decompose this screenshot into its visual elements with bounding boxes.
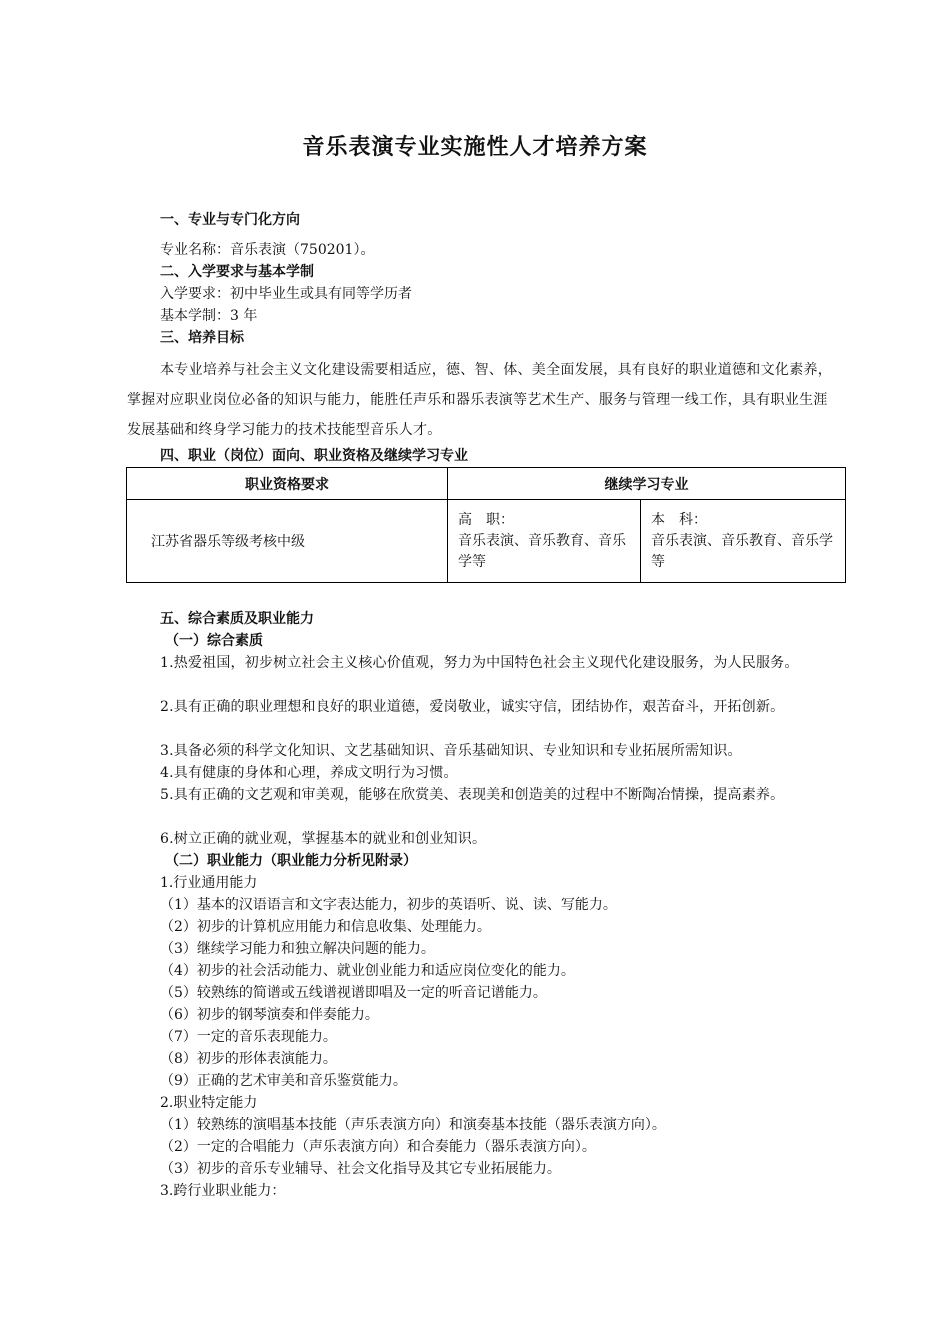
training-goal-paragraph: 本专业培养与社会主义文化建设需要相适应，德、智、体、美全面发展，具有良好的职业道德和文化素养，掌握对应职业岗位必备的知识与能力，能胜任声乐和器乐表演等艺术生产、服务与管理一线工作，具有职业生涯发展基础和终身学习能力的技术技能型音乐人才。 <box>127 362 833 438</box>
section-5-heading: 五、综合素质及职业能力 <box>160 611 314 627</box>
general-ability-item: （5）较熟练的简谱或五线谱视谱即唱及一定的听音记谱能力。 <box>160 985 547 1001</box>
general-ability-item: （1）基本的汉语语言和文字表达能力，初步的英语听、说、读、写能力。 <box>160 897 617 913</box>
general-ability-item: （4）初步的社会活动能力、就业创业能力和适应岗位变化的能力。 <box>160 963 575 979</box>
general-ability-item: （8）初步的形体表演能力。 <box>160 1051 337 1067</box>
subsection-ability-heading: （二）职业能力（职业能力分析见附录） <box>165 853 417 869</box>
quality-item-4: 4.具有健康的身体和心理，养成文明行为习惯。 <box>160 765 458 781</box>
qualification-table <box>126 467 846 583</box>
quality-item-5: 5.具有正确的文艺观和审美观，能够在欣赏美、表现美和创造美的过程中不断陶冶情操，提高素养。 <box>160 787 785 803</box>
undergraduate-majors: 音乐表演、音乐教育、音乐学等 <box>651 532 833 570</box>
general-ability-item: （6）初步的钢琴演奏和伴奏能力。 <box>160 1007 379 1023</box>
general-ability-item: （7）一定的音乐表现能力。 <box>160 1029 337 1045</box>
quality-item-1: 1.热爱祖国，初步树立社会主义核心价值观，努力为中国特色社会主义现代化建设服务，为人民服务。 <box>160 655 799 671</box>
general-ability-item: （3）继续学习能力和独立解决问题的能力。 <box>160 941 435 957</box>
higher-vocational-label: 高 职： <box>458 511 514 528</box>
document-title: 音乐表演专业实施性人才培养方案 <box>302 135 648 160</box>
subsection-quality-heading: （一）综合素质 <box>165 633 263 649</box>
undergraduate-label: 本 科： <box>651 511 707 528</box>
section-4-heading: 四、职业（岗位）面向、职业资格及继续学习专业 <box>160 448 468 464</box>
section-1-heading: 一、专业与专门化方向 <box>160 212 300 228</box>
general-ability-item: （9）正确的艺术审美和音乐鉴赏能力。 <box>160 1073 407 1089</box>
specific-ability-item: （2）一定的合唱能力（声乐表演方向）和合奏能力（器乐表演方向）。 <box>160 1139 596 1155</box>
major-name: 专业名称：音乐表演（750201）。 <box>160 242 375 258</box>
quality-item-2: 2.具有正确的职业理想和良好的职业道德，爱岗敬业，诚实守信，团结协作，艰苦奋斗，开拓创新。 <box>160 699 785 715</box>
table-cell-higher-vocational <box>448 500 641 583</box>
general-ability-item: （2）初步的计算机应用能力和信息收集、处理能力。 <box>160 919 491 935</box>
table-header-qualification: 职业资格要求 <box>127 468 448 500</box>
quality-item-3: 3.具备必须的科学文化知识、文艺基础知识、音乐基础知识、专业知识和专业拓展所需知识。 <box>160 743 742 759</box>
specific-ability-heading: 2.职业特定能力 <box>160 1095 258 1111</box>
general-ability-heading: 1.行业通用能力 <box>160 875 258 891</box>
table-header-further-study: 继续学习专业 <box>448 468 846 500</box>
specific-ability-item: （1）较熟练的演唱基本技能（声乐表演方向）和演奏基本技能（器乐表演方向）。 <box>160 1117 666 1133</box>
section-2-heading: 二、入学要求与基本学制 <box>160 264 314 280</box>
study-length: 基本学制：3 年 <box>160 308 258 324</box>
higher-vocational-majors: 音乐表演、音乐教育、音乐学等 <box>458 532 626 570</box>
quality-item-6: 6.树立正确的就业观，掌握基本的就业和创业知识。 <box>160 831 487 847</box>
section-3-heading: 三、培养目标 <box>160 330 244 346</box>
table-cell-certificate: 江苏省器乐等级考核中级 <box>127 500 448 583</box>
admission-requirement: 入学要求：初中毕业生或具有同等学历者 <box>160 286 412 302</box>
specific-ability-item: （3）初步的音乐专业辅导、社会文化指导及其它专业拓展能力。 <box>160 1161 561 1177</box>
cross-industry-ability-heading: 3.跨行业职业能力： <box>160 1183 286 1199</box>
table-cell-undergraduate <box>641 500 846 583</box>
